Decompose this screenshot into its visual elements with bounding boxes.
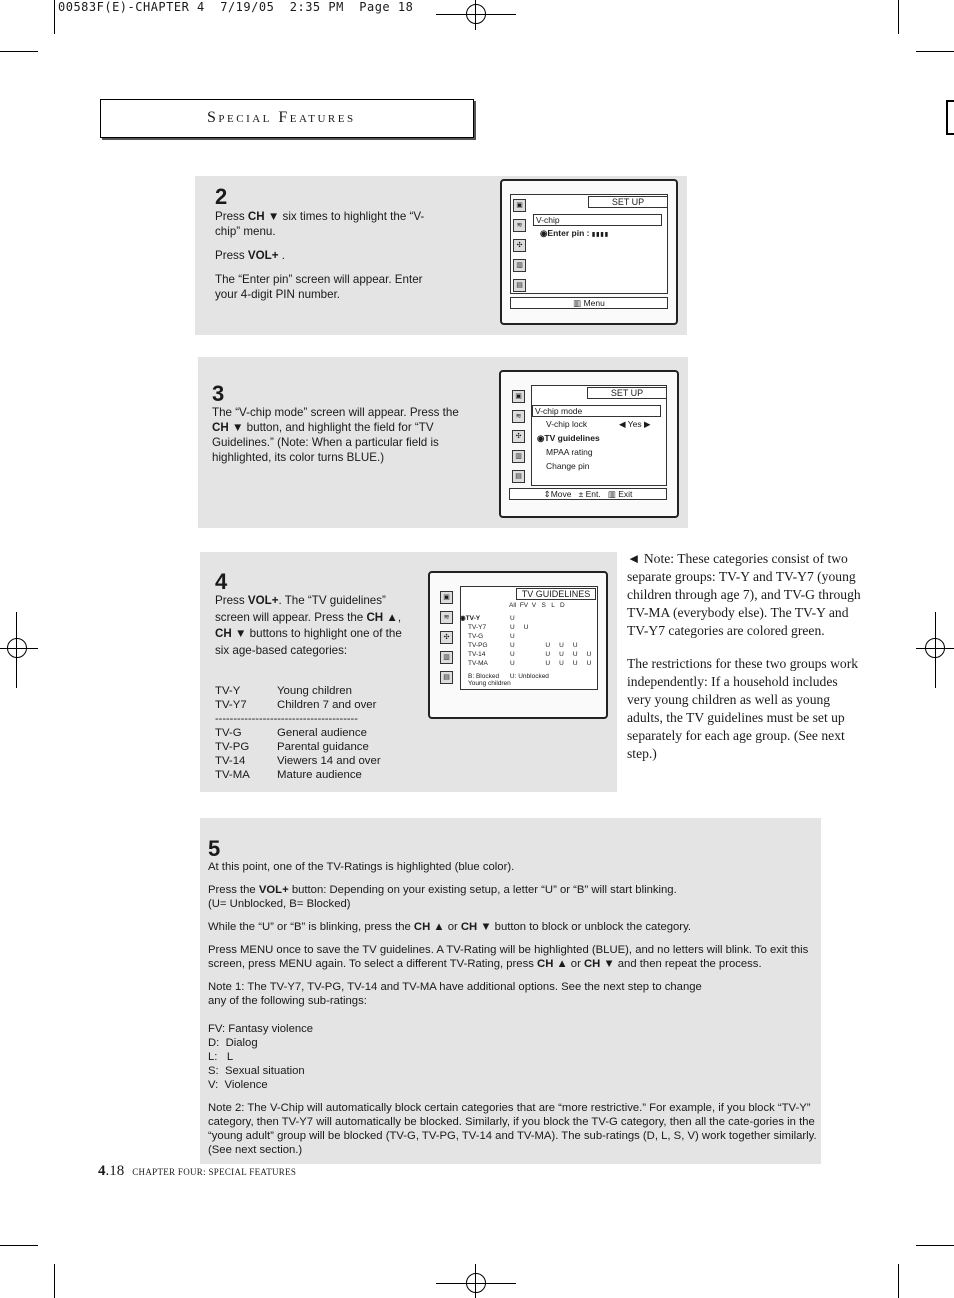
osd-menu-vchip: V-chip [533, 214, 662, 226]
channel-icon: ✣ [440, 631, 453, 644]
function-icon: ▤ [513, 279, 526, 292]
category-row: TV-Y Young children [215, 685, 352, 697]
osd-values: U U U U U [510, 660, 592, 667]
channel-icon: ✣ [512, 430, 525, 443]
picture-icon: ▣ [512, 390, 525, 403]
step-number: 5 [208, 836, 221, 861]
step-5-panel [200, 818, 821, 1164]
section-title: Special Features [207, 109, 356, 126]
crop-mark [898, 0, 899, 34]
category-row: TV-14 Viewers 14 and over [215, 755, 381, 767]
osd-values: U U [510, 624, 529, 631]
step-number: 4 [215, 569, 228, 594]
menu-icons [513, 199, 525, 299]
registration-mark [935, 612, 936, 688]
sound-icon: ≋ [512, 410, 525, 423]
osd-values: U U U U U [510, 651, 592, 658]
crop-mark [916, 51, 954, 52]
menu-icons [440, 591, 452, 691]
menu-icon: ▥ [573, 298, 584, 308]
category-table [215, 684, 381, 782]
osd-row-tv-y7: TV-Y7 [468, 624, 487, 631]
crop-mark [898, 1264, 899, 1298]
step-5-text: At this point, one of the TV-Ratings is highlighted (blue color). Press the VOL+ button: Depending on your existing setup, a letter “U” or “B” will start blinking. (U= Unblocked, B= Blocked) While the “U” or “B” is blinking, press the CH ▲ or CH ▼ button to block or unblock the category. Press MENU once to save the TV guidelines. A TV-Rating will be highlighted (BLUE), and no letters will blink. To exit this screen, press MENU again. To select a different TV-Rating, press CH ▲ or CH ▼ and then repeat the process. Note 1: The TV-Y7, TV-PG, TV-14 and TV-MA have additional options. See the next step to change any of the following sub-ratings: FV: Fantasy violence D: Dialog L: L S: Sexual situation V: Violence Note 2: The V-Chip will automatically block certain categories that are “more restrictive.” For example, if you block “TV-Y” category, then TV-Y7 will automatically be blocked. Similarly, if you block the TV-G category, then all the cate-gories in the “young adult” group will be blocked (TV-G, TV-PG, TV-14 and TV-MA). The sub-ratings (D, L, S, V) work together similarly. (See next section.) [208, 861, 817, 1156]
function-icon: ▤ [512, 470, 525, 483]
osd-values: U [510, 615, 515, 622]
setup-icon: ▥ [513, 259, 526, 272]
registration-mark [16, 612, 17, 688]
crop-mark [0, 1245, 38, 1246]
osd-row-tv-y: ◉TV-Y [460, 615, 481, 622]
category-separator: --------------------------------------- [215, 713, 358, 725]
tv-screen-tv-guidelines [428, 571, 608, 719]
page-chapter-number: 4 [98, 1163, 106, 1179]
crop-mark [54, 0, 55, 34]
osd-change-pin: Change pin [546, 461, 590, 471]
channel-icon: ✣ [513, 239, 526, 252]
osd-menu-vchip-mode: V-chip mode [532, 405, 661, 417]
sound-icon: ≋ [513, 219, 526, 232]
page-number: .18 [105, 1163, 125, 1179]
footer-chapter-title: CHAPTER FOUR: SPECIAL FEATURES [132, 1167, 297, 1177]
menu-icon: ▥ [607, 489, 616, 499]
osd-row-tv-g: TV-G [468, 633, 484, 640]
osd-legend-sub: Young children [468, 680, 511, 687]
osd-vchip-lock-value: ◀ Yes ▶ [619, 419, 651, 429]
osd-title: SET UP [588, 196, 668, 208]
crop-mark [916, 1245, 954, 1246]
setup-icon: ▥ [512, 450, 525, 463]
step-3-text: The “V-chip mode” screen will appear. Press the CH ▼ button, and highlight the field for “TV Guidelines.” (Note: When a particular field is highlighted, its color turns BLUE.) [212, 406, 459, 464]
registration-mark [475, 0, 476, 30]
osd-mpaa-rating: MPAA rating [546, 447, 593, 457]
osd-row-tv-14: TV-14 [468, 651, 486, 658]
crop-mark [54, 1264, 55, 1298]
registration-mark [436, 14, 516, 15]
function-icon: ▤ [440, 671, 453, 684]
registration-mark [475, 1264, 476, 1298]
step-3-panel [198, 357, 688, 528]
osd-values: U [510, 633, 515, 640]
edge-bracket [946, 100, 954, 135]
registration-mark [0, 648, 38, 649]
osd-columns: All FV V S L D [509, 602, 565, 609]
sound-icon: ≋ [440, 611, 453, 624]
osd-row-tv-ma: TV-MA [468, 660, 488, 667]
step-number: 3 [212, 381, 225, 406]
picture-icon: ▣ [440, 591, 453, 604]
osd-footer: ⇕Move ± Ent. ▥ Exit [509, 488, 667, 500]
menu-icons [512, 390, 524, 490]
osd-row-tv-pg: TV-PG [468, 642, 488, 649]
category-row: TV-PG Parental guidance [215, 741, 369, 753]
osd-enter-pin: ◉Enter pin : ▮▮▮▮ [540, 228, 610, 238]
category-row: TV-G General audience [215, 727, 367, 739]
section-title-box [100, 99, 474, 138]
osd-title: TV GUIDELINES [516, 588, 596, 600]
osd-title: SET UP [587, 387, 667, 399]
plus-minus-icon: ± [578, 489, 584, 499]
tv-screen-vchip-mode [499, 370, 679, 518]
osd-values: U U U U [510, 642, 578, 649]
step-4-panel [200, 552, 617, 792]
step-2-panel [195, 176, 687, 335]
step-4-text: Press VOL+. The “TV guidelines” screen will appear. Press the CH ▲, CH ▼ buttons to highlight one of the six age-based categories: [215, 594, 402, 657]
print-slug: 00583F(E)-CHAPTER 4 7/19/05 2:35 PM Page 18 [58, 0, 414, 14]
osd-legend: B: Blocked U: Unblocked [468, 673, 549, 680]
step-2-text: Press CH ▼ six times to highlight the “V-chip” menu. Press VOL+ . The “Enter pin” screen will appear. Enter your 4-digit PIN number. [215, 210, 425, 301]
side-note: ◄ Note: These categories consist of two separate groups: TV-Y and TV-Y7 (young children through age 7), and TV-G through TV-MA (everybody else). The TV-Y and TV-Y7 categories are colored green. The restrictions for these two groups work independently: If a household includes very young children as well as young adults, the TV guidelines must be set up separately for each age group. (See next step.) [627, 551, 861, 761]
tv-screen-setup-vchip [500, 179, 678, 325]
osd-footer: ▥ Menu [510, 297, 668, 309]
crop-mark [0, 51, 38, 52]
osd-tv-guidelines: ◉TV guidelines [537, 433, 600, 443]
category-row: TV-MA Mature audience [215, 769, 362, 781]
osd-vchip-lock: V-chip lock [546, 419, 588, 429]
category-row: TV-Y7 Children 7 and over [215, 699, 377, 711]
setup-icon: ▥ [440, 651, 453, 664]
step-number: 2 [215, 184, 228, 209]
move-icon: ⇕ [543, 489, 551, 499]
registration-mark [436, 1283, 516, 1284]
picture-icon: ▣ [513, 199, 526, 212]
page-footer [98, 1162, 296, 1180]
